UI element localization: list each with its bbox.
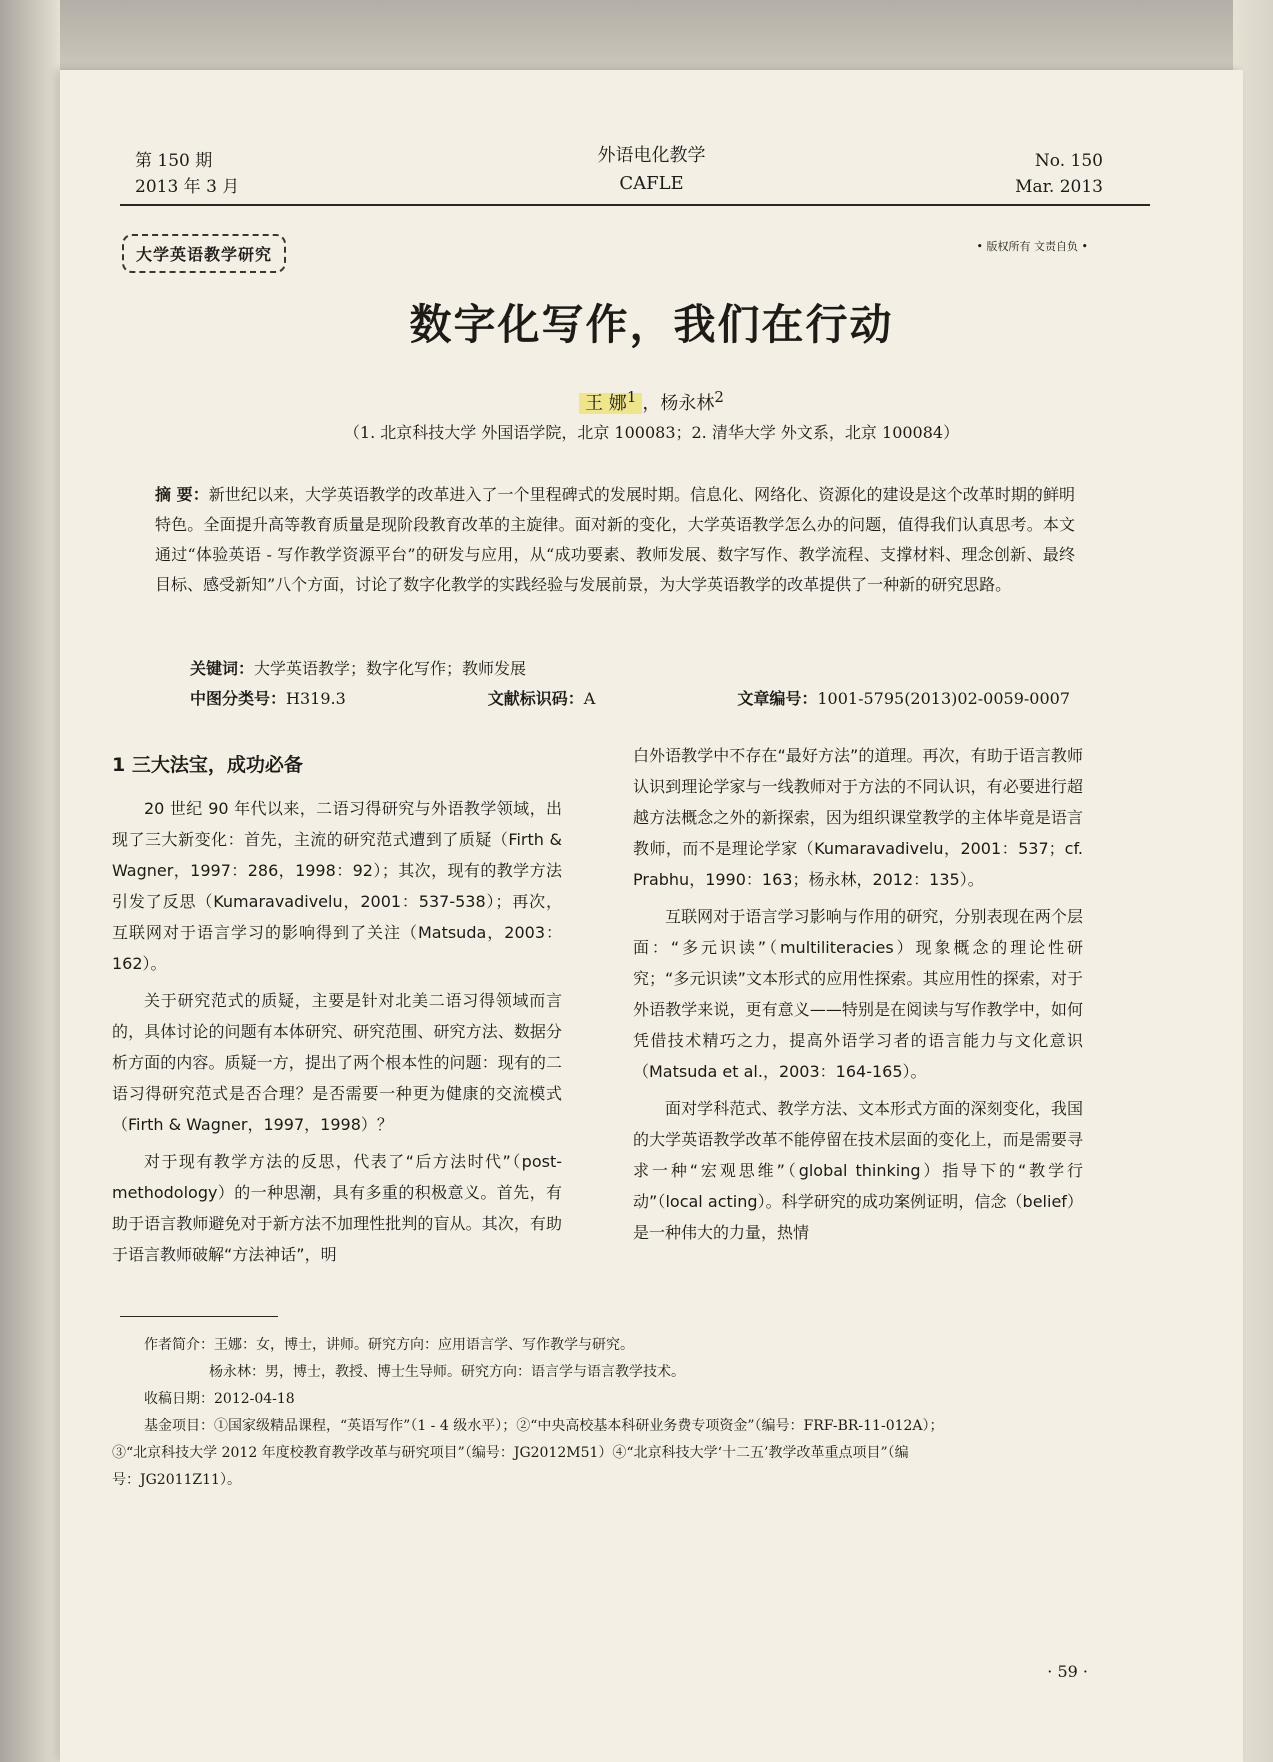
scan-background-top	[0, 0, 1273, 60]
fund-line-3: 号：JG2011Z11）。	[112, 1472, 241, 1488]
article-title: 数字化写作，我们在行动	[409, 300, 894, 349]
journal-name-cn: 外语电化教学	[597, 145, 706, 166]
footnotes	[112, 1332, 1097, 1494]
footnote-rule	[120, 1316, 278, 1317]
author-2: 杨永林$^2$	[660, 388, 724, 414]
journal-page	[60, 70, 1243, 1762]
body-paragraph: 互联网对于语言学习影响与作用的研究，分别表现在两个层面：“多元识读”（multiliteracies）现象概念的理论性研究；“多元识读”文本形式的应用性探索。其应用性的探索，对于外语教学来说，更有意义——特别是在阅读与写作教学中，如何凭借技术精巧之力，提高外语学习者的语言能力与文化意识（Matsuda et al.，2003：164-165）。	[633, 907, 1083, 1081]
abstract-text: 新世纪以来，大学英语教学的改革进入了一个里程碑式的发展时期。信息化、网络化、资源化的建设是这个改革时期的鲜明特色。全面提升高等教育质量是现阶段教育改革的主旋律。面对新的变化，大学英语教学怎么办的问题，值得我们认真思考。本文通过“体验英语 - 写作教学资源平台”的研发与应用，从“成功要素、教师发展、数字写作、教学流程、支撑材料、理念创新、最终目标、感受新知”八个方面，讨论了数字化教学的实践经验与发展前景，为大学英语教学的改革提供了一种新的研究思路。	[155, 485, 1075, 594]
body-paragraph: 面对学科范式、教学方法、文本形式方面的深刻变化，我国的大学英语教学改革不能停留在技术层面的变化上，而是需要寻求一种“宏观思维”（global thinking）指导下的“教学行动”（local acting）。科学研究的成功案例证明，信念（belief）是一种伟大的力量，热情	[633, 1099, 1083, 1242]
issue-number-en: No. 150	[1034, 151, 1103, 171]
issue-number-cn: 第 150 期	[135, 151, 213, 171]
keywords-text: 大学英语教学；数字化写作；教师发展	[254, 659, 527, 678]
keywords-label: 关键词：	[190, 659, 255, 678]
abstract-label: 摘 要：	[155, 485, 209, 504]
received-date: 收稿日期：2012-04-18	[144, 1391, 295, 1407]
affiliation: （1. 北京科技大学 外国语学院，北京 100083；2. 清华大学 外文系，北京 100084）	[343, 423, 960, 442]
author-line	[60, 388, 1243, 415]
author-1: 王 娜$^1$	[579, 393, 642, 414]
author-bio-2: 杨永林：男，博士，教授、博士生导师。研究方向：语言学与语言教学技术。	[209, 1364, 685, 1380]
column-tag: 大学英语教学研究	[122, 234, 286, 273]
fund-line-2: ③“北京科技大学 2012 年度校教育教学改革与研究项目”（编号：JG2012M51）④“北京科技大学‘十二五’教学改革重点项目”（编	[112, 1445, 909, 1461]
issue-date-en: Mar. 2013	[1015, 177, 1103, 197]
abstract	[155, 480, 1075, 600]
header-rule	[120, 204, 1150, 206]
body-column-right	[633, 740, 1083, 1254]
body-paragraph: 关于研究范式的质疑，主要是针对北美二语习得领域而言的，具体讨论的问题有本体研究、研究范围、研究方法、数据分析方面的内容。质疑一方，提出了两个根本性的问题：现有的二语习得研究范式是否合理？是否需要一种更为健康的交流模式（Firth & Wagner，1997，1998）？	[112, 991, 562, 1134]
section-heading: 1 三大法宝，成功必备	[112, 754, 303, 776]
fund-line-1: 基金项目：①国家级精品课程，“英语写作”（1 - 4 级水平）；②“中央高校基本科研业务费专项资金”（编号：FRF-BR-11-012A）；	[144, 1418, 944, 1434]
article-number: 文章编号：1001-5795(2013)02-0059-0007	[737, 689, 1070, 708]
classification-row	[190, 686, 1070, 709]
page-number: · 59 ·	[1047, 1662, 1088, 1681]
journal-name-en: CAFLE	[619, 173, 684, 194]
body-column-left	[112, 740, 562, 1276]
clc-code: 中图分类号：H319.3	[190, 689, 346, 708]
document-code: 文献标识码：A	[487, 689, 596, 708]
body-paragraph-continued: 白外语教学中不存在“最好方法”的道理。再次，有助于语言教师认识到理论学家与一线教师对于方法的不同认识，有必要进行超越方法概念之外的新探索，因为组织课堂教学的主体毕竟是语言教师，而不是理论学家（Kumaravadivelu，2001：537；cf. Prabhu，1990：163；杨永林，2012：135）。	[633, 746, 1083, 889]
body-paragraph: 20 世纪 90 年代以来，二语习得研究与外语教学领域，出现了三大新变化：首先，主流的研究范式遭到了质疑（Firth & Wagner，1997：286，1998：92）；其次，现有的教学方法引发了反思（Kumaravadivelu，2001：537-538）；再次，互联网对于语言学习的影响得到了关注（Matsuda，2003：162）。	[112, 799, 562, 973]
body-paragraph: 对于现有教学方法的反思，代表了“后方法时代”（post-methodology）的一种思潮，具有多重的积极意义。首先，有助于语言教师避免对于新方法不加理性批判的盲从。其次，有助于语言教师破解“方法神话”，明	[112, 1152, 562, 1264]
scan-background-left	[0, 0, 60, 1762]
author-bio-1: 作者简介：王娜：女，博士，讲师。研究方向：应用语言学、写作教学与研究。	[144, 1337, 634, 1353]
author-separator: ，	[642, 393, 661, 414]
issue-date-cn: 2013 年 3 月	[135, 177, 240, 197]
header-right	[1015, 148, 1103, 200]
keywords	[190, 656, 526, 679]
rights-note: • 版权所有 文责自负 •	[976, 240, 1088, 253]
